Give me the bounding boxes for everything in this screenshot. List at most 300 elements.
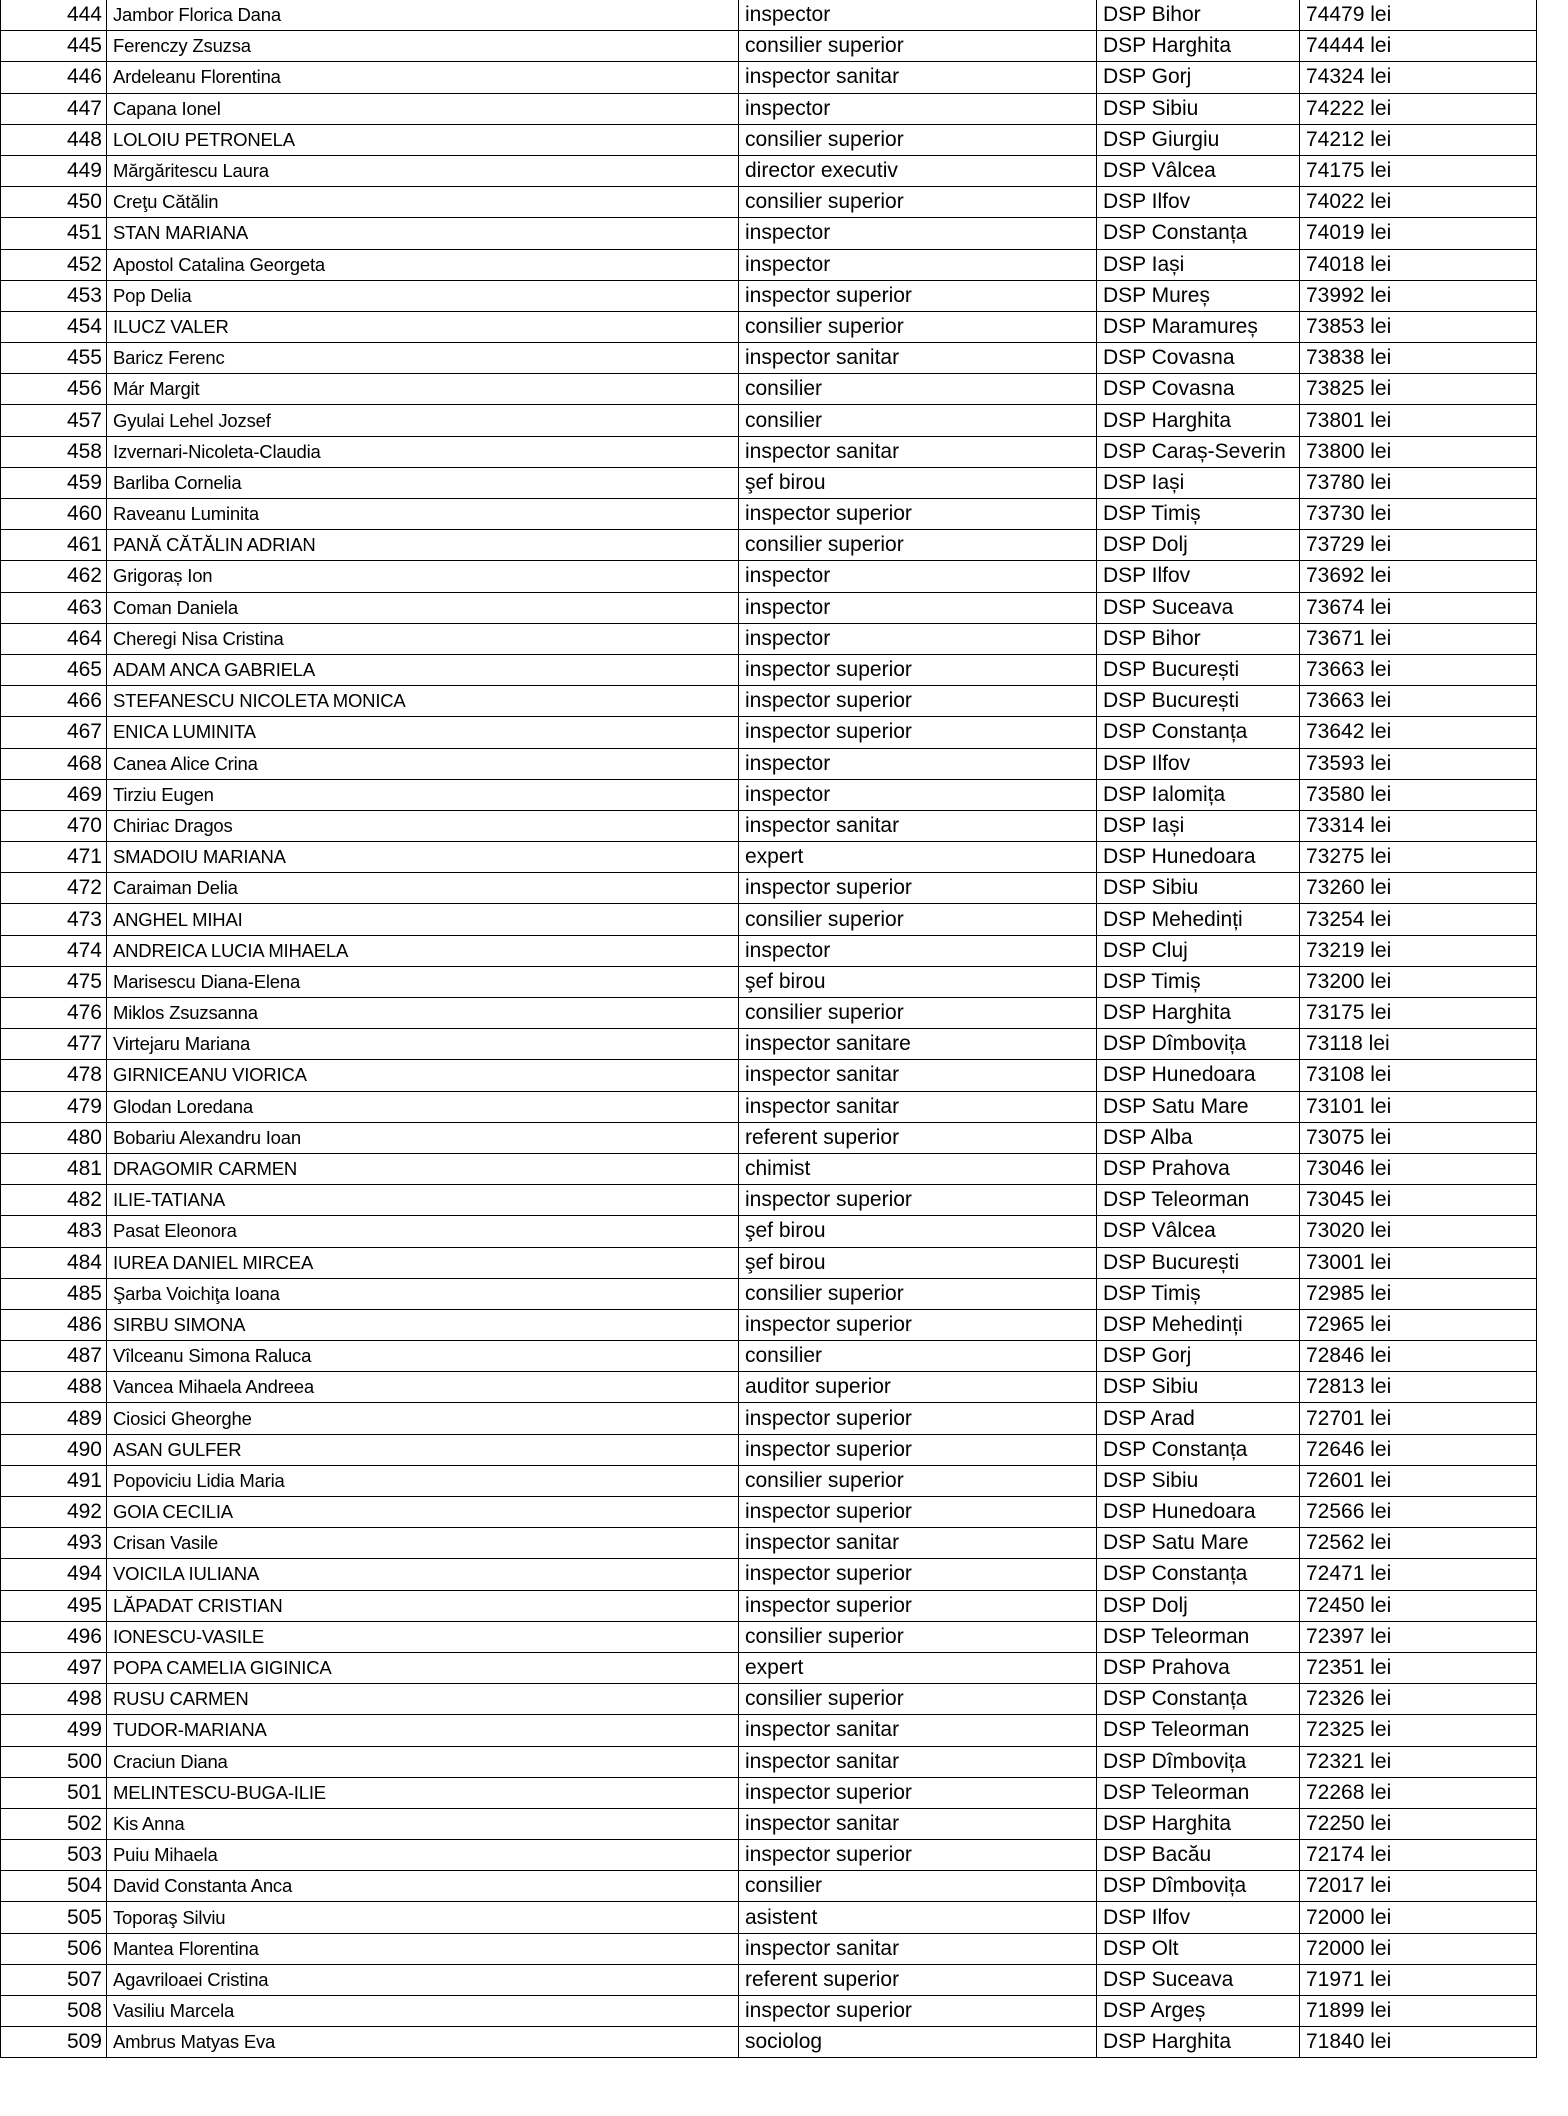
employee-name-cell: Vasiliu Marcela bbox=[107, 1996, 739, 2027]
salary-cell: 72351 lei bbox=[1300, 1652, 1537, 1683]
table-row bbox=[1, 1684, 1537, 1715]
employee-name-cell: Creţu Cătălin bbox=[107, 187, 739, 218]
job-function-cell: inspector bbox=[739, 93, 1097, 124]
row-number-cell: 457 bbox=[1, 405, 107, 436]
dsp-cell: DSP Ilfov bbox=[1097, 561, 1300, 592]
job-function-cell: consilier superior bbox=[739, 124, 1097, 155]
row-number-cell: 473 bbox=[1, 904, 107, 935]
salary-cell: 73730 lei bbox=[1300, 499, 1537, 530]
row-number-cell: 480 bbox=[1, 1122, 107, 1153]
dsp-cell: DSP Prahova bbox=[1097, 1652, 1300, 1683]
employee-name-cell: Tirziu Eugen bbox=[107, 779, 739, 810]
row-number-cell: 472 bbox=[1, 873, 107, 904]
row-number-cell: 499 bbox=[1, 1715, 107, 1746]
employee-name-cell: Canea Alice Crina bbox=[107, 748, 739, 779]
row-number-cell: 506 bbox=[1, 1933, 107, 1964]
row-number-cell: 495 bbox=[1, 1590, 107, 1621]
job-function-cell: şef birou bbox=[739, 966, 1097, 997]
job-function-cell: consilier superior bbox=[739, 1465, 1097, 1496]
employee-name-cell: Coman Daniela bbox=[107, 592, 739, 623]
dsp-cell: DSP Ilfov bbox=[1097, 187, 1300, 218]
dsp-cell: DSP Iași bbox=[1097, 249, 1300, 280]
salary-cell: 74479 lei bbox=[1300, 0, 1537, 31]
job-function-cell: inspector superior bbox=[739, 1497, 1097, 1528]
job-function-cell: consilier superior bbox=[739, 530, 1097, 561]
dsp-cell: DSP Cluj bbox=[1097, 935, 1300, 966]
dsp-cell: DSP Sibiu bbox=[1097, 873, 1300, 904]
job-function-cell: inspector bbox=[739, 218, 1097, 249]
salary-cell: 73593 lei bbox=[1300, 748, 1537, 779]
employee-name-cell: Glodan Loredana bbox=[107, 1091, 739, 1122]
salary-cell: 73275 lei bbox=[1300, 842, 1537, 873]
dsp-cell: DSP Sibiu bbox=[1097, 93, 1300, 124]
dsp-cell: DSP Harghita bbox=[1097, 31, 1300, 62]
row-number-cell: 445 bbox=[1, 31, 107, 62]
dsp-cell: DSP Mehedinți bbox=[1097, 1309, 1300, 1340]
job-function-cell: inspector superior bbox=[739, 717, 1097, 748]
dsp-cell: DSP Teleorman bbox=[1097, 1777, 1300, 1808]
table-row bbox=[1, 124, 1537, 155]
dsp-cell: DSP Olt bbox=[1097, 1933, 1300, 1964]
salary-cell: 74022 lei bbox=[1300, 187, 1537, 218]
row-number-cell: 488 bbox=[1, 1372, 107, 1403]
job-function-cell: inspector bbox=[739, 0, 1097, 31]
dsp-cell: DSP Dîmbovița bbox=[1097, 1746, 1300, 1777]
employee-name-cell: STEFANESCU NICOLETA MONICA bbox=[107, 686, 739, 717]
salary-cell: 74175 lei bbox=[1300, 155, 1537, 186]
table-row bbox=[1, 1247, 1537, 1278]
job-function-cell: inspector sanitar bbox=[739, 343, 1097, 374]
row-number-cell: 509 bbox=[1, 2027, 107, 2058]
table-row bbox=[1, 717, 1537, 748]
dsp-cell: DSP Suceava bbox=[1097, 592, 1300, 623]
row-number-cell: 503 bbox=[1, 1840, 107, 1871]
employee-name-cell: Baricz Ferenc bbox=[107, 343, 739, 374]
job-function-cell: inspector superior bbox=[739, 1590, 1097, 1621]
salary-cell: 73118 lei bbox=[1300, 1029, 1537, 1060]
job-function-cell: consilier superior bbox=[739, 31, 1097, 62]
salary-cell: 73046 lei bbox=[1300, 1153, 1537, 1184]
dsp-cell: DSP Argeș bbox=[1097, 1996, 1300, 2027]
salary-cell: 73992 lei bbox=[1300, 280, 1537, 311]
table-row bbox=[1, 93, 1537, 124]
dsp-cell: DSP Constanța bbox=[1097, 1684, 1300, 1715]
salary-cell: 72174 lei bbox=[1300, 1840, 1537, 1871]
row-number-cell: 470 bbox=[1, 810, 107, 841]
employee-name-cell: ENICA LUMINITA bbox=[107, 717, 739, 748]
dsp-cell: DSP Dolj bbox=[1097, 530, 1300, 561]
salary-cell: 72601 lei bbox=[1300, 1465, 1537, 1496]
dsp-cell: DSP Teleorman bbox=[1097, 1715, 1300, 1746]
table-row bbox=[1, 155, 1537, 186]
job-function-cell: inspector sanitar bbox=[739, 436, 1097, 467]
employee-name-cell: Capana Ionel bbox=[107, 93, 739, 124]
employee-name-cell: Vancea Mihaela Andreea bbox=[107, 1372, 739, 1403]
job-function-cell: inspector bbox=[739, 592, 1097, 623]
row-number-cell: 466 bbox=[1, 686, 107, 717]
job-function-cell: inspector bbox=[739, 249, 1097, 280]
employee-name-cell: ILIE-TATIANA bbox=[107, 1185, 739, 1216]
employee-name-cell: IUREA DANIEL MIRCEA bbox=[107, 1247, 739, 1278]
salary-cell: 72562 lei bbox=[1300, 1528, 1537, 1559]
row-number-cell: 494 bbox=[1, 1559, 107, 1590]
table-row bbox=[1, 1996, 1537, 2027]
table-row bbox=[1, 499, 1537, 530]
row-number-cell: 481 bbox=[1, 1153, 107, 1184]
dsp-cell: DSP Harghita bbox=[1097, 998, 1300, 1029]
employee-name-cell: ASAN GULFER bbox=[107, 1434, 739, 1465]
job-function-cell: inspector superior bbox=[739, 1559, 1097, 1590]
employee-name-cell: Barliba Cornelia bbox=[107, 467, 739, 498]
table-row bbox=[1, 1465, 1537, 1496]
row-number-cell: 452 bbox=[1, 249, 107, 280]
table-row bbox=[1, 1403, 1537, 1434]
dsp-cell: DSP Mureș bbox=[1097, 280, 1300, 311]
row-number-cell: 471 bbox=[1, 842, 107, 873]
salary-cell: 73045 lei bbox=[1300, 1185, 1537, 1216]
employee-name-cell: Virtejaru Mariana bbox=[107, 1029, 739, 1060]
dsp-cell: DSP Harghita bbox=[1097, 405, 1300, 436]
table-row bbox=[1, 374, 1537, 405]
row-number-cell: 484 bbox=[1, 1247, 107, 1278]
job-function-cell: consilier superior bbox=[739, 187, 1097, 218]
employee-name-cell: Popoviciu Lidia Maria bbox=[107, 1465, 739, 1496]
row-number-cell: 474 bbox=[1, 935, 107, 966]
salary-cell: 73219 lei bbox=[1300, 935, 1537, 966]
table-row bbox=[1, 187, 1537, 218]
salary-cell: 72321 lei bbox=[1300, 1746, 1537, 1777]
employee-name-cell: Mantea Florentina bbox=[107, 1933, 739, 1964]
dsp-cell: DSP Harghita bbox=[1097, 2027, 1300, 2058]
salary-cell: 74018 lei bbox=[1300, 249, 1537, 280]
employee-name-cell: Pasat Eleonora bbox=[107, 1216, 739, 1247]
table-row bbox=[1, 842, 1537, 873]
salary-cell: 73175 lei bbox=[1300, 998, 1537, 1029]
salary-cell: 73663 lei bbox=[1300, 654, 1537, 685]
row-number-cell: 501 bbox=[1, 1777, 107, 1808]
salary-cell: 72000 lei bbox=[1300, 1902, 1537, 1933]
row-number-cell: 461 bbox=[1, 530, 107, 561]
salary-cell: 73020 lei bbox=[1300, 1216, 1537, 1247]
table-row bbox=[1, 1840, 1537, 1871]
row-number-cell: 477 bbox=[1, 1029, 107, 1060]
dsp-cell: DSP Bihor bbox=[1097, 0, 1300, 31]
job-function-cell: expert bbox=[739, 1652, 1097, 1683]
salary-cell: 73108 lei bbox=[1300, 1060, 1537, 1091]
employee-name-cell: DRAGOMIR CARMEN bbox=[107, 1153, 739, 1184]
table-row bbox=[1, 1060, 1537, 1091]
table-row bbox=[1, 2027, 1537, 2058]
job-function-cell: inspector superior bbox=[739, 1403, 1097, 1434]
employee-name-cell: Kis Anna bbox=[107, 1808, 739, 1839]
job-function-cell: inspector superior bbox=[739, 1777, 1097, 1808]
dsp-cell: DSP Hunedoara bbox=[1097, 1497, 1300, 1528]
salary-cell: 72701 lei bbox=[1300, 1403, 1537, 1434]
employee-name-cell: Bobariu Alexandru Ioan bbox=[107, 1122, 739, 1153]
employee-name-cell: Apostol Catalina Georgeta bbox=[107, 249, 739, 280]
table-row bbox=[1, 1185, 1537, 1216]
job-function-cell: şef birou bbox=[739, 1216, 1097, 1247]
salary-cell: 73642 lei bbox=[1300, 717, 1537, 748]
dsp-cell: DSP Bacău bbox=[1097, 1840, 1300, 1871]
dsp-cell: DSP Bihor bbox=[1097, 623, 1300, 654]
table-row bbox=[1, 436, 1537, 467]
job-function-cell: expert bbox=[739, 842, 1097, 873]
row-number-cell: 489 bbox=[1, 1403, 107, 1434]
employee-name-cell: Pop Delia bbox=[107, 280, 739, 311]
table-row bbox=[1, 623, 1537, 654]
employee-name-cell: Raveanu Luminita bbox=[107, 499, 739, 530]
row-number-cell: 455 bbox=[1, 343, 107, 374]
job-function-cell: inspector superior bbox=[739, 654, 1097, 685]
row-number-cell: 507 bbox=[1, 1964, 107, 1995]
job-function-cell: inspector superior bbox=[739, 1840, 1097, 1871]
salary-cell: 72450 lei bbox=[1300, 1590, 1537, 1621]
table-row bbox=[1, 1091, 1537, 1122]
dsp-cell: DSP București bbox=[1097, 654, 1300, 685]
table-row bbox=[1, 1278, 1537, 1309]
row-number-cell: 458 bbox=[1, 436, 107, 467]
table-row bbox=[1, 218, 1537, 249]
table-row bbox=[1, 343, 1537, 374]
job-function-cell: consilier superior bbox=[739, 311, 1097, 342]
job-function-cell: consilier superior bbox=[739, 998, 1097, 1029]
job-function-cell: inspector superior bbox=[739, 1996, 1097, 2027]
row-number-cell: 448 bbox=[1, 124, 107, 155]
row-number-cell: 479 bbox=[1, 1091, 107, 1122]
dsp-cell: DSP Satu Mare bbox=[1097, 1091, 1300, 1122]
table-row bbox=[1, 1621, 1537, 1652]
employee-name-cell: Izvernari-Nicoleta-Claudia bbox=[107, 436, 739, 467]
job-function-cell: inspector superior bbox=[739, 1185, 1097, 1216]
salary-cell: 73692 lei bbox=[1300, 561, 1537, 592]
employee-name-cell: Gyulai Lehel Jozsef bbox=[107, 405, 739, 436]
salary-cell: 71840 lei bbox=[1300, 2027, 1537, 2058]
dsp-cell: DSP Suceava bbox=[1097, 1964, 1300, 1995]
employee-name-cell: Ambrus Matyas Eva bbox=[107, 2027, 739, 2058]
job-function-cell: inspector superior bbox=[739, 499, 1097, 530]
salary-cell: 72250 lei bbox=[1300, 1808, 1537, 1839]
table-row bbox=[1, 62, 1537, 93]
dsp-cell: DSP Iași bbox=[1097, 810, 1300, 841]
job-function-cell: consilier bbox=[739, 1871, 1097, 1902]
dsp-cell: DSP Constanța bbox=[1097, 1434, 1300, 1465]
table-body bbox=[1, 0, 1537, 2058]
salary-cell: 72965 lei bbox=[1300, 1309, 1537, 1340]
employee-name-cell: Agavriloaei Cristina bbox=[107, 1964, 739, 1995]
row-number-cell: 449 bbox=[1, 155, 107, 186]
row-number-cell: 502 bbox=[1, 1808, 107, 1839]
salary-cell: 73314 lei bbox=[1300, 810, 1537, 841]
employee-name-cell: TUDOR-MARIANA bbox=[107, 1715, 739, 1746]
salary-cell: 73800 lei bbox=[1300, 436, 1537, 467]
table-row bbox=[1, 405, 1537, 436]
job-function-cell: inspector sanitare bbox=[739, 1029, 1097, 1060]
table-row bbox=[1, 530, 1537, 561]
employee-name-cell: SMADOIU MARIANA bbox=[107, 842, 739, 873]
table-row bbox=[1, 654, 1537, 685]
job-function-cell: referent superior bbox=[739, 1122, 1097, 1153]
dsp-cell: DSP Harghita bbox=[1097, 1808, 1300, 1839]
job-function-cell: inspector sanitar bbox=[739, 810, 1097, 841]
salary-cell: 73200 lei bbox=[1300, 966, 1537, 997]
job-function-cell: inspector sanitar bbox=[739, 1715, 1097, 1746]
employee-name-cell: Jambor Florica Dana bbox=[107, 0, 739, 31]
job-function-cell: consilier bbox=[739, 1341, 1097, 1372]
dsp-cell: DSP Vâlcea bbox=[1097, 1216, 1300, 1247]
job-function-cell: inspector sanitar bbox=[739, 1746, 1097, 1777]
dsp-cell: DSP Dolj bbox=[1097, 1590, 1300, 1621]
salary-cell: 73674 lei bbox=[1300, 592, 1537, 623]
dsp-cell: DSP Caraș-Severin bbox=[1097, 436, 1300, 467]
dsp-cell: DSP București bbox=[1097, 686, 1300, 717]
dsp-cell: DSP Satu Mare bbox=[1097, 1528, 1300, 1559]
row-number-cell: 482 bbox=[1, 1185, 107, 1216]
salary-cell: 73801 lei bbox=[1300, 405, 1537, 436]
salary-cell: 73260 lei bbox=[1300, 873, 1537, 904]
employee-name-cell: IONESCU-VASILE bbox=[107, 1621, 739, 1652]
job-function-cell: consilier superior bbox=[739, 904, 1097, 935]
row-number-cell: 496 bbox=[1, 1621, 107, 1652]
dsp-cell: DSP Sibiu bbox=[1097, 1372, 1300, 1403]
salary-cell: 73780 lei bbox=[1300, 467, 1537, 498]
row-number-cell: 483 bbox=[1, 1216, 107, 1247]
job-function-cell: consilier superior bbox=[739, 1621, 1097, 1652]
row-number-cell: 486 bbox=[1, 1309, 107, 1340]
salary-cell: 73075 lei bbox=[1300, 1122, 1537, 1153]
employee-name-cell: Toporaş Silviu bbox=[107, 1902, 739, 1933]
table-row bbox=[1, 31, 1537, 62]
dsp-cell: DSP Gorj bbox=[1097, 62, 1300, 93]
table-row bbox=[1, 1808, 1537, 1839]
dsp-cell: DSP Iași bbox=[1097, 467, 1300, 498]
employee-name-cell: Cheregi Nisa Cristina bbox=[107, 623, 739, 654]
salary-cell: 72985 lei bbox=[1300, 1278, 1537, 1309]
dsp-cell: DSP Constanța bbox=[1097, 218, 1300, 249]
row-number-cell: 468 bbox=[1, 748, 107, 779]
job-function-cell: şef birou bbox=[739, 467, 1097, 498]
employee-name-cell: GIRNICEANU VIORICA bbox=[107, 1060, 739, 1091]
row-number-cell: 447 bbox=[1, 93, 107, 124]
salary-cell: 72846 lei bbox=[1300, 1341, 1537, 1372]
table-row bbox=[1, 1902, 1537, 1933]
job-function-cell: inspector sanitar bbox=[739, 62, 1097, 93]
salary-cell: 72646 lei bbox=[1300, 1434, 1537, 1465]
job-function-cell: consilier bbox=[739, 374, 1097, 405]
table-row bbox=[1, 1122, 1537, 1153]
row-number-cell: 491 bbox=[1, 1465, 107, 1496]
dsp-cell: DSP Dîmbovița bbox=[1097, 1029, 1300, 1060]
table-row bbox=[1, 779, 1537, 810]
dsp-cell: DSP Giurgiu bbox=[1097, 124, 1300, 155]
employee-name-cell: RUSU CARMEN bbox=[107, 1684, 739, 1715]
employee-name-cell: Ardeleanu Florentina bbox=[107, 62, 739, 93]
employee-name-cell: POPA CAMELIA GIGINICA bbox=[107, 1652, 739, 1683]
job-function-cell: inspector superior bbox=[739, 686, 1097, 717]
employee-name-cell: STAN MARIANA bbox=[107, 218, 739, 249]
employee-name-cell: Grigoraș Ion bbox=[107, 561, 739, 592]
table-row bbox=[1, 280, 1537, 311]
employee-name-cell: Caraiman Delia bbox=[107, 873, 739, 904]
dsp-cell: DSP Covasna bbox=[1097, 343, 1300, 374]
employee-name-cell: Puiu Mihaela bbox=[107, 1840, 739, 1871]
salary-cell: 73001 lei bbox=[1300, 1247, 1537, 1278]
table-row bbox=[1, 467, 1537, 498]
table-row bbox=[1, 873, 1537, 904]
employee-name-cell: Ferenczy Zsuzsa bbox=[107, 31, 739, 62]
job-function-cell: inspector sanitar bbox=[739, 1528, 1097, 1559]
salary-cell: 73853 lei bbox=[1300, 311, 1537, 342]
row-number-cell: 446 bbox=[1, 62, 107, 93]
row-number-cell: 504 bbox=[1, 1871, 107, 1902]
employee-name-cell: Chiriac Dragos bbox=[107, 810, 739, 841]
salary-cell: 73663 lei bbox=[1300, 686, 1537, 717]
employee-name-cell: PANĂ CĂTĂLIN ADRIAN bbox=[107, 530, 739, 561]
table-row bbox=[1, 935, 1537, 966]
employee-name-cell: ILUCZ VALER bbox=[107, 311, 739, 342]
job-function-cell: inspector sanitar bbox=[739, 1933, 1097, 1964]
salary-cell: 72325 lei bbox=[1300, 1715, 1537, 1746]
employee-name-cell: Mărgăritescu Laura bbox=[107, 155, 739, 186]
row-number-cell: 498 bbox=[1, 1684, 107, 1715]
salary-cell: 72326 lei bbox=[1300, 1684, 1537, 1715]
salary-cell: 73825 lei bbox=[1300, 374, 1537, 405]
salary-cell: 73580 lei bbox=[1300, 779, 1537, 810]
table-row bbox=[1, 1715, 1537, 1746]
job-function-cell: şef birou bbox=[739, 1247, 1097, 1278]
job-function-cell: referent superior bbox=[739, 1964, 1097, 1995]
job-function-cell: inspector superior bbox=[739, 1434, 1097, 1465]
dsp-cell: DSP Vâlcea bbox=[1097, 155, 1300, 186]
dsp-cell: DSP Ialomița bbox=[1097, 779, 1300, 810]
employee-name-cell: LOLOIU PETRONELA bbox=[107, 124, 739, 155]
dsp-cell: DSP Gorj bbox=[1097, 1341, 1300, 1372]
table-row bbox=[1, 311, 1537, 342]
row-number-cell: 456 bbox=[1, 374, 107, 405]
job-function-cell: consilier bbox=[739, 405, 1097, 436]
salary-cell: 74212 lei bbox=[1300, 124, 1537, 155]
dsp-cell: DSP Timiș bbox=[1097, 499, 1300, 530]
dsp-cell: DSP Ilfov bbox=[1097, 748, 1300, 779]
dsp-cell: DSP Teleorman bbox=[1097, 1185, 1300, 1216]
row-number-cell: 451 bbox=[1, 218, 107, 249]
salary-cell: 73254 lei bbox=[1300, 904, 1537, 935]
table-row bbox=[1, 249, 1537, 280]
row-number-cell: 467 bbox=[1, 717, 107, 748]
table-row bbox=[1, 966, 1537, 997]
dsp-cell: DSP Covasna bbox=[1097, 374, 1300, 405]
row-number-cell: 444 bbox=[1, 0, 107, 31]
row-number-cell: 453 bbox=[1, 280, 107, 311]
row-number-cell: 462 bbox=[1, 561, 107, 592]
table-row bbox=[1, 1933, 1537, 1964]
salary-cell: 73101 lei bbox=[1300, 1091, 1537, 1122]
row-number-cell: 493 bbox=[1, 1528, 107, 1559]
job-function-cell: inspector bbox=[739, 935, 1097, 966]
table-row bbox=[1, 1652, 1537, 1683]
employee-name-cell: MELINTESCU-BUGA-ILIE bbox=[107, 1777, 739, 1808]
row-number-cell: 450 bbox=[1, 187, 107, 218]
employee-name-cell: ANGHEL MIHAI bbox=[107, 904, 739, 935]
row-number-cell: 465 bbox=[1, 654, 107, 685]
dsp-cell: DSP Sibiu bbox=[1097, 1465, 1300, 1496]
job-function-cell: inspector bbox=[739, 748, 1097, 779]
row-number-cell: 464 bbox=[1, 623, 107, 654]
table-row bbox=[1, 1029, 1537, 1060]
row-number-cell: 476 bbox=[1, 998, 107, 1029]
row-number-cell: 490 bbox=[1, 1434, 107, 1465]
table-row bbox=[1, 1528, 1537, 1559]
